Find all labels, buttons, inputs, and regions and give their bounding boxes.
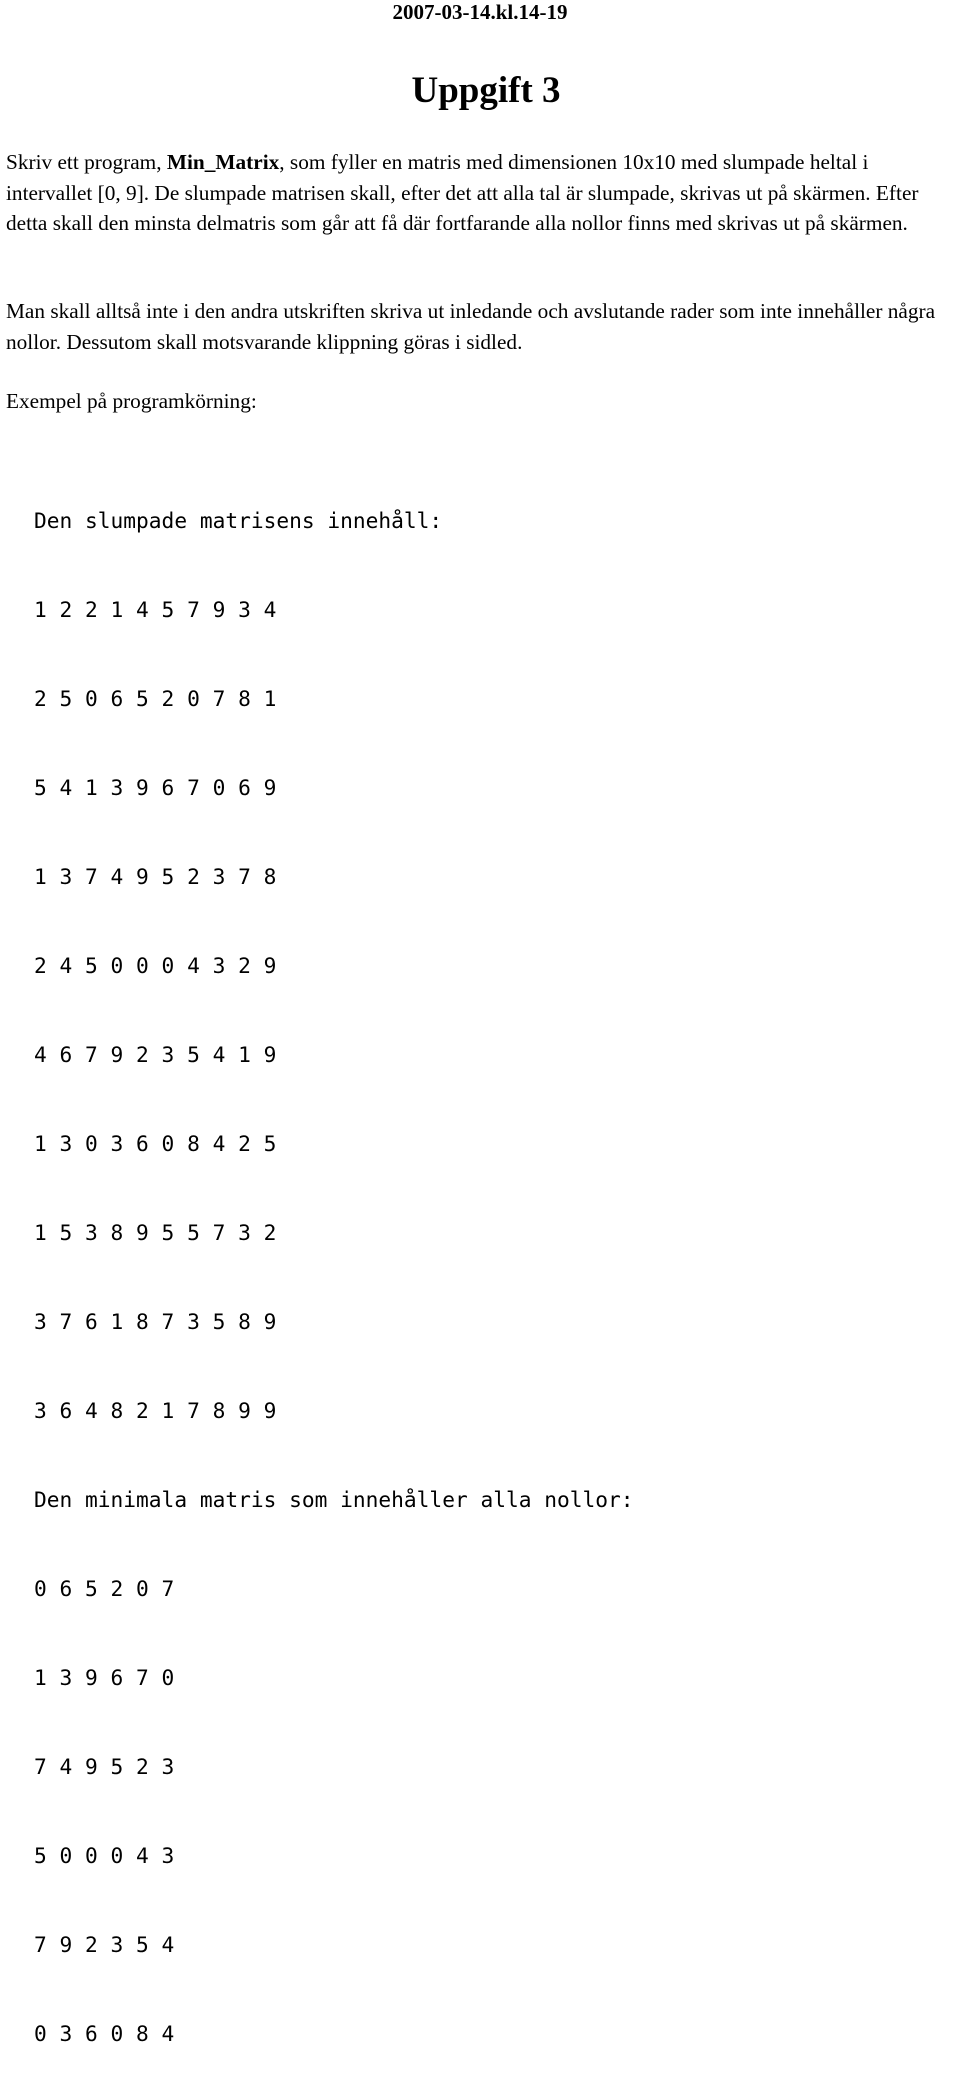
matrix-row: 1 2 2 1 4 5 7 9 3 4 [34, 597, 277, 623]
min-matrix-row: 0 3 6 0 8 4 [34, 2020, 175, 2046]
matrix-row: 3 7 6 1 8 7 3 5 8 9 [34, 1308, 277, 1334]
matrix-row: 1 3 7 4 9 5 2 3 7 8 [34, 864, 277, 890]
matrix-row: 1 3 0 3 6 0 8 4 2 5 [34, 1130, 277, 1156]
task-description-intro: Skriv ett program, [6, 150, 167, 174]
matrix-row: 5 4 1 3 9 6 7 0 6 9 [34, 775, 277, 801]
page-title: Uppgift 3 [411, 70, 561, 111]
min-matrix-row: 5 0 0 0 4 3 [34, 1842, 175, 1868]
program-name: Min_Matrix [166, 150, 280, 174]
matrix-row: 1 5 3 8 9 5 5 7 3 2 [34, 1219, 277, 1245]
task-clarification: Man skall alltså inte i den andra utskriften skriva ut inledande och avslutande rader som inte innehåller några nollor. Dessutom skall motsvarande klippning göras i sidled. [6, 299, 936, 354]
example-heading: Exempel på programkörning: [6, 389, 257, 413]
program-output [34, 447, 954, 2078]
output-heading-full: Den slumpade matrisens innehåll: [34, 508, 443, 534]
min-matrix-row: 7 9 2 3 5 4 [34, 1931, 175, 1957]
matrix-row: 2 5 0 6 5 2 0 7 8 1 [34, 686, 277, 712]
task-description-body: , som fyller en matris med dimensionen 10x10 med slumpade heltal i intervallet [0, 9]. De slumpade matrisen skall, efter det att alla tal är slumpade, skrivas ut på skärmen. Efter detta skall den minsta delmatris som går att få där fortfarande alla nollor finns med skrivas ut på skärmen. [6, 150, 919, 235]
min-matrix-row: 0 6 5 2 0 7 [34, 1575, 175, 1601]
min-matrix-row: 7 4 9 5 2 3 [34, 1753, 175, 1779]
min-matrix-row: 1 3 9 6 7 0 [34, 1664, 175, 1690]
output-heading-min: Den minimala matris som innehåller alla nollor: [34, 1486, 634, 1512]
matrix-row: 4 6 7 9 2 3 5 4 1 9 [34, 1042, 277, 1068]
matrix-row: 3 6 4 8 2 1 7 8 9 9 [34, 1397, 277, 1423]
task-description [6, 147, 960, 239]
matrix-row: 2 4 5 0 0 0 4 3 2 9 [34, 953, 277, 979]
header-date: 2007-03-14.kl.14-19 [392, 0, 568, 24]
